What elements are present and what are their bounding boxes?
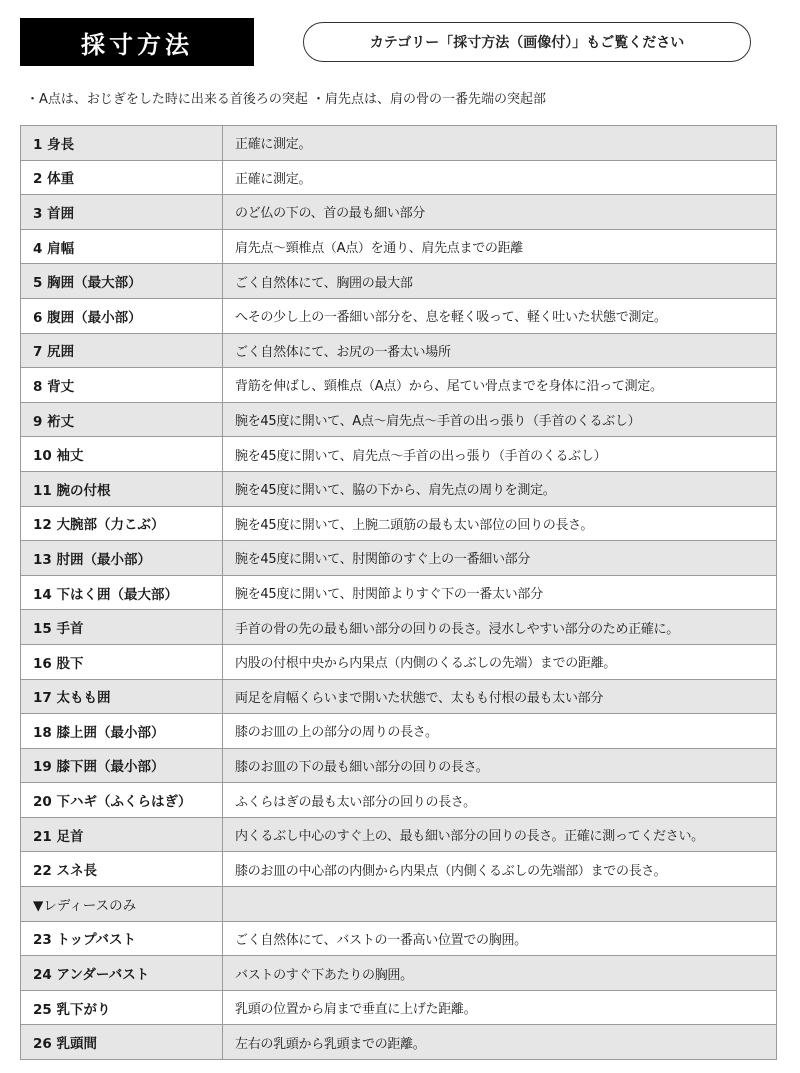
measurement-table [20,125,777,1060]
measurement-item: 22 スネ長 [21,852,223,887]
table-row [21,298,777,333]
measurement-description [223,887,777,922]
measurement-item: 23 トップバスト [21,921,223,956]
table-row [21,679,777,714]
measurement-item: 8 背丈 [21,368,223,403]
table-row [21,852,777,887]
measurement-item: 26 乳頭間 [21,1025,223,1060]
table-row [21,575,777,610]
measurement-description: ごく自然体にて、お尻の一番太い場所 [223,333,777,368]
measurement-item: 14 下はく囲（最大部） [21,575,223,610]
table-row [21,333,777,368]
table-row [21,402,777,437]
measurement-description: 腕を45度に開いて、肘関節よりすぐ下の一番太い部分 [223,575,777,610]
measurement-description: 腕を45度に開いて、肩先点～手首の出っ張り（手首のくるぶし） [223,437,777,472]
measurement-description: 乳頭の位置から肩まで垂直に上げた距離。 [223,990,777,1025]
measurement-item: 11 腕の付根 [21,471,223,506]
table-row [21,644,777,679]
measurement-note: ・A点は、おじぎをした時に出来る首後ろの突起 ・肩先点は、肩の骨の一番先端の突起部 [26,92,547,107]
measurement-item: 6 腹囲（最小部） [21,298,223,333]
table-row [21,229,777,264]
measurement-item: 1 身長 [21,126,223,161]
measurement-item: 19 膝下囲（最小部） [21,748,223,783]
measurement-item: 20 下ハギ（ふくらはぎ） [21,783,223,818]
measurement-item: 10 袖丈 [21,437,223,472]
table-row [21,1025,777,1060]
measurement-item: 2 体重 [21,160,223,195]
measurement-description: 正確に測定。 [223,160,777,195]
table-row [21,160,777,195]
measurement-description: 左右の乳頭から乳頭までの距離。 [223,1025,777,1060]
table-row [21,541,777,576]
measurement-description: 手首の骨の先の最も細い部分の回りの長さ。浸水しやすい部分のため正確に。 [223,610,777,645]
category-link-button[interactable]: カテゴリー「採寸方法（画像付）」もご覧ください [303,22,751,62]
measurement-item: 15 手首 [21,610,223,645]
table-row [21,817,777,852]
table-row [21,921,777,956]
measurement-item: 12 大腕部（力こぶ） [21,506,223,541]
page-title: 採寸方法 [20,18,254,66]
measurement-item: 16 股下 [21,644,223,679]
table-row [21,506,777,541]
measurement-item: 13 肘囲（最小部） [21,541,223,576]
table-row [21,471,777,506]
measurement-item: 4 肩幅 [21,229,223,264]
measurement-item: 7 尻囲 [21,333,223,368]
measurement-description: 腕を45度に開いて、脇の下から、肩先点の周りを測定。 [223,471,777,506]
measurement-item: 17 太もも囲 [21,679,223,714]
measurement-item: 3 首囲 [21,195,223,230]
table-row [21,368,777,403]
table-row [21,956,777,991]
measurement-description: 正確に測定。 [223,126,777,161]
measurement-description: 両足を肩幅くらいまで開いた状態で、太もも付根の最も太い部分 [223,679,777,714]
measurement-description: ごく自然体にて、胸囲の最大部 [223,264,777,299]
measurement-description: 膝のお皿の上の部分の周りの長さ。 [223,714,777,749]
measurement-description: 膝のお皿の下の最も細い部分の回りの長さ。 [223,748,777,783]
measurement-description: 内くるぶし中心のすぐ上の、最も細い部分の回りの長さ。正確に測ってください。 [223,817,777,852]
measurement-item: 24 アンダーバスト [21,956,223,991]
measurement-description: ごく自然体にて、バストの一番高い位置での胸囲。 [223,921,777,956]
measurement-description: 肩先点～頸椎点（A点）を通り、肩先点までの距離 [223,229,777,264]
measurement-item: 25 乳下がり [21,990,223,1025]
table-row [21,714,777,749]
table-row [21,610,777,645]
table-row [21,437,777,472]
table-row [21,264,777,299]
measurement-description: ふくらはぎの最も太い部分の回りの長さ。 [223,783,777,818]
measurement-description: 背筋を伸ばし、頸椎点（A点）から、尾てい骨点までを身体に沿って測定。 [223,368,777,403]
measurement-item: 21 足首 [21,817,223,852]
measurement-description: へその少し上の一番細い部分を、息を軽く吸って、軽く吐いた状態で測定。 [223,298,777,333]
table-row [21,126,777,161]
measurement-item: 5 胸囲（最大部） [21,264,223,299]
measurement-description: 腕を45度に開いて、肘関節のすぐ上の一番細い部分 [223,541,777,576]
measurement-description: バストのすぐ下あたりの胸囲。 [223,956,777,991]
measurement-description: 内股の付根中央から内果点（内側のくるぶしの先端）までの距離。 [223,644,777,679]
table-row [21,990,777,1025]
measurement-description: 膝のお皿の中心部の内側から内果点（内側くるぶしの先端部）までの長さ。 [223,852,777,887]
measurement-item: 18 膝上囲（最小部） [21,714,223,749]
table-row [21,783,777,818]
measurement-description: 腕を45度に開いて、上腕二頭筋の最も太い部位の回りの長さ。 [223,506,777,541]
table-row [21,748,777,783]
table-row [21,887,777,922]
measurement-description: のど仏の下の、首の最も細い部分 [223,195,777,230]
measurement-description: 腕を45度に開いて、A点～肩先点～手首の出っ張り（手首のくるぶし） [223,402,777,437]
table-row [21,195,777,230]
measurement-item: 9 裄丈 [21,402,223,437]
section-label: ▼レディースのみ [21,887,223,922]
